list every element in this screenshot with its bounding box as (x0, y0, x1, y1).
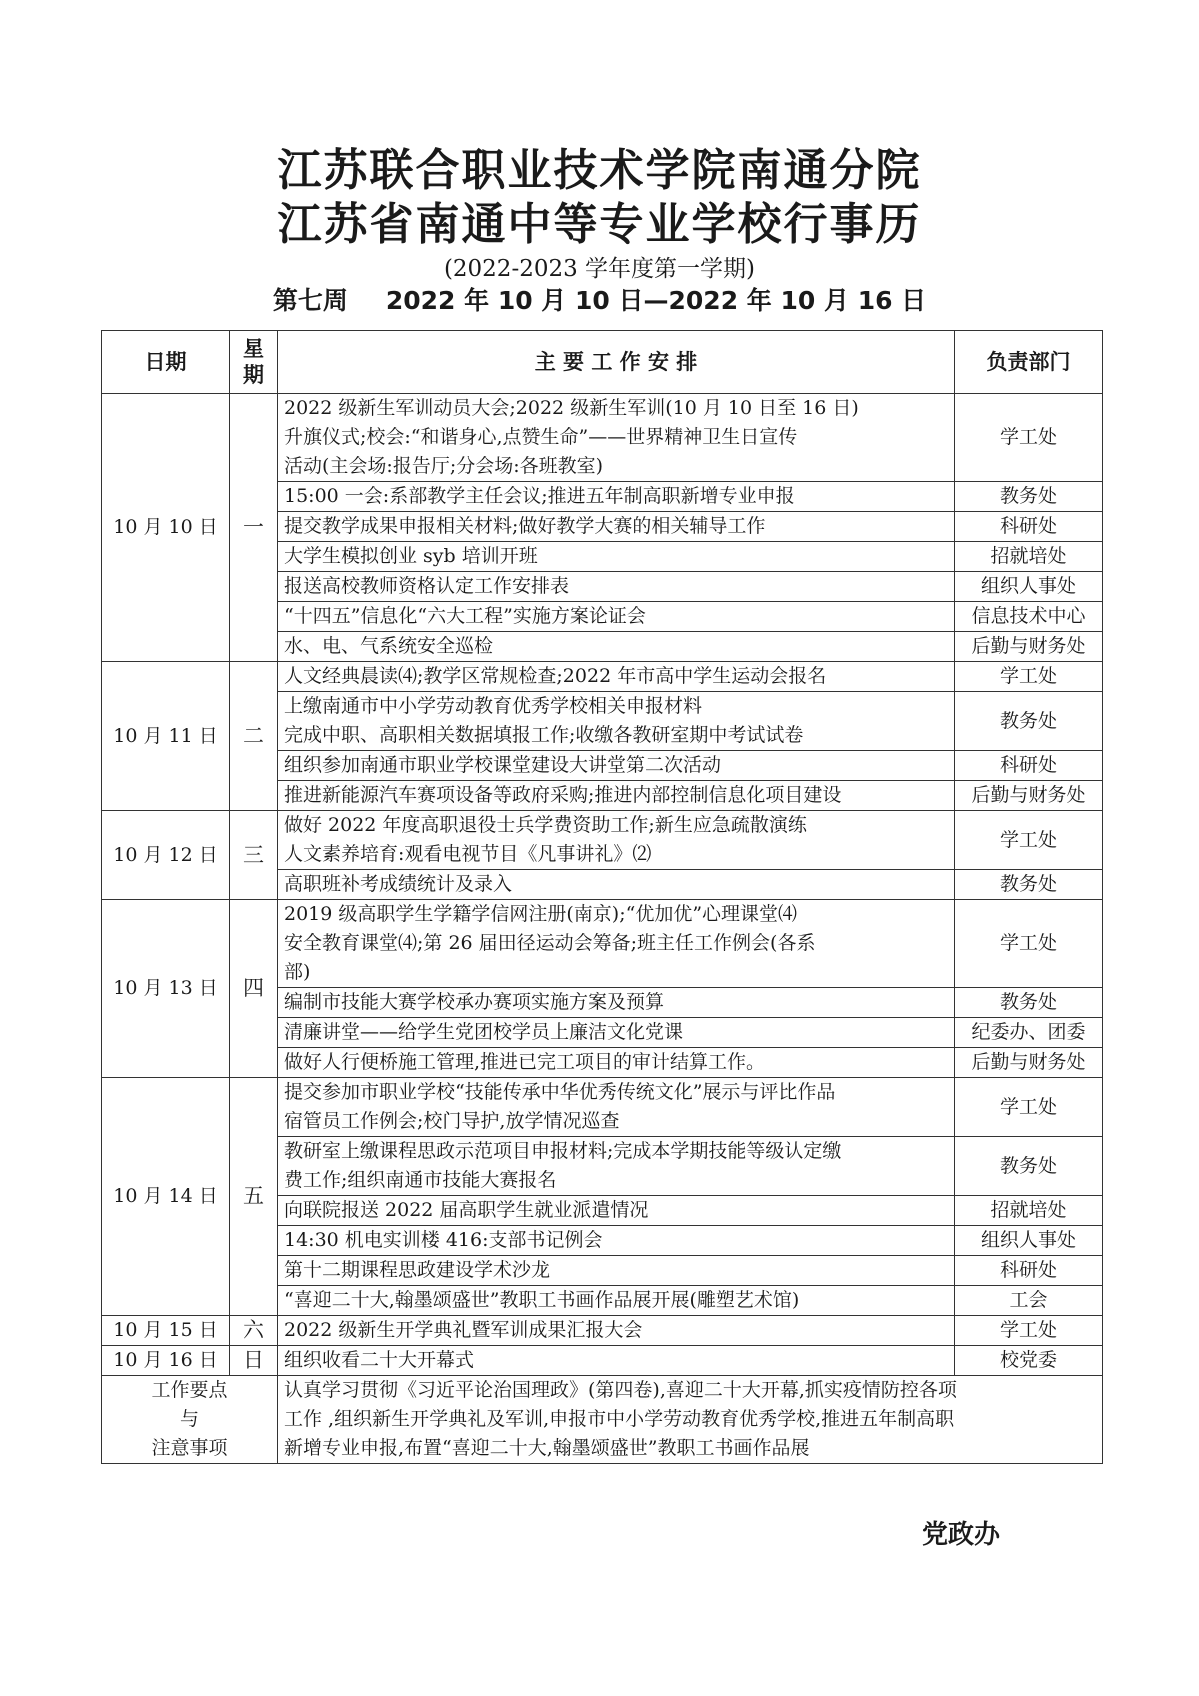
task-line: 部) (284, 961, 311, 983)
table-row (102, 662, 1103, 692)
department-cell: 教务处 (955, 870, 1103, 900)
department-cell: 组织人事处 (955, 572, 1103, 602)
header-weekday-char: 星 (243, 337, 264, 361)
document-title-line-1: 江苏联合职业技术学院南通分院 (277, 145, 922, 196)
task-line: “十四五”信息化“六大工程”实施方案论证会 (284, 605, 646, 627)
task-line: 2019 级高职学生学籍学信网注册(南京);“优加优”心理课堂⑷ (284, 903, 798, 925)
day-date: 10 月 13 日 (102, 900, 230, 1078)
notes-label-line: 与 (179, 1408, 199, 1430)
task-cell (278, 542, 955, 572)
day-weekday: 一 (230, 394, 278, 662)
department-cell: 学工处 (955, 394, 1103, 482)
task-line: 2022 级新生军训动员大会;2022 级新生军训(10 月 10 日至 16 日) (284, 397, 859, 419)
header-work: 主 要 工 作 安 排 (278, 331, 955, 394)
task-line: 2022 级新生开学典礼暨军训成果汇报大会 (284, 1319, 643, 1341)
notes-text-line: 认真学习贯彻《习近平论治国理政》(第四卷),喜迎二十大开幕,抓实疫情防控各项 (284, 1379, 957, 1401)
department-cell: 科研处 (955, 1256, 1103, 1286)
day-date: 10 月 12 日 (102, 811, 230, 900)
task-cell (278, 394, 955, 482)
task-line: 提交参加市职业学校“技能传承中华优秀传统文化”展示与评比作品 (284, 1081, 836, 1103)
task-line: 高职班补考成绩统计及录入 (284, 873, 513, 895)
week-heading (0, 285, 1199, 317)
task-line: 组织参加南通市职业学校课堂建设大讲堂第二次活动 (284, 754, 722, 776)
department-cell: 纪委办、团委 (955, 1018, 1103, 1048)
table-row (102, 1346, 1103, 1376)
department-cell: 后勤与财务处 (955, 781, 1103, 811)
task-cell (278, 632, 955, 662)
task-cell (278, 988, 955, 1018)
task-line: 清廉讲堂——给学生党团校学员上廉洁文化党课 (284, 1021, 684, 1043)
header-dept: 负责部门 (955, 331, 1103, 394)
task-line: 安全教育课堂⑷;第 26 届田径运动会筹备;班主任工作例会(各系 (284, 932, 816, 954)
task-line: 15:00 一会:系部教学主任会议;推进五年制高职新增专业申报 (284, 485, 795, 507)
week-date-range: 2022 年 10 月 10 日—2022 年 10 月 16 日 (385, 286, 927, 315)
header-date: 日期 (102, 331, 230, 394)
task-cell (278, 1226, 955, 1256)
table-row (102, 811, 1103, 870)
task-line: 推进新能源汽车赛项设备等政府采购;推进内部控制信息化项目建设 (284, 784, 842, 806)
department-cell: 学工处 (955, 1078, 1103, 1137)
task-line: 编制市技能大赛学校承办赛项实施方案及预算 (284, 991, 665, 1013)
task-cell (278, 692, 955, 751)
task-line: 升旗仪式;校会:“和谐身心,点赞生命”——世界精神卫生日宣传 (284, 426, 798, 448)
task-line: 完成中职、高职相关数据填报工作;收缴各教研室期中考试试卷 (284, 724, 804, 746)
table-row (102, 394, 1103, 482)
department-cell: 教务处 (955, 988, 1103, 1018)
task-line: 人文经典晨读⑷;教学区常规检查;2022 年市高中学生运动会报名 (284, 665, 827, 687)
task-line: 向联院报送 2022 届高职学生就业派遣情况 (284, 1199, 649, 1221)
day-weekday: 五 (230, 1078, 278, 1316)
department-cell: 教务处 (955, 692, 1103, 751)
day-weekday: 日 (230, 1346, 278, 1376)
department-cell: 工会 (955, 1286, 1103, 1316)
task-cell (278, 900, 955, 988)
department-cell: 组织人事处 (955, 1226, 1103, 1256)
department-cell: 学工处 (955, 900, 1103, 988)
task-line: “喜迎二十大,翰墨颂盛世”教职工书画作品展开展(雕塑艺术馆) (284, 1289, 800, 1311)
day-date: 10 月 16 日 (102, 1346, 230, 1376)
task-line: 教研室上缴课程思政示范项目申报材料;完成本学期技能等级认定缴 (284, 1140, 842, 1162)
notes-text-line: 工作 ,组织新生开学典礼及军训,申报市中小学劳动教育优秀学校,推进五年制高职 (284, 1408, 955, 1430)
task-cell (278, 482, 955, 512)
task-cell (278, 1048, 955, 1078)
task-cell (278, 1256, 955, 1286)
task-cell (278, 1346, 955, 1376)
department-cell: 校党委 (955, 1346, 1103, 1376)
task-cell (278, 1286, 955, 1316)
department-cell: 教务处 (955, 1137, 1103, 1196)
department-cell: 招就培处 (955, 1196, 1103, 1226)
task-line: 人文素养培育:观看电视节目《凡事讲礼》⑵ (284, 843, 652, 865)
department-cell: 后勤与财务处 (955, 1048, 1103, 1078)
department-cell: 信息技术中心 (955, 602, 1103, 632)
task-cell (278, 1137, 955, 1196)
header-weekday-char: 期 (243, 363, 264, 387)
task-cell (278, 602, 955, 632)
day-weekday: 六 (230, 1316, 278, 1346)
task-line: 费工作;组织南通市技能大赛报名 (284, 1169, 557, 1191)
semester-subtitle: (2022-2023 学年度第一学期) (443, 256, 756, 282)
task-line: 做好人行便桥施工管理,推进已完工项目的审计结算工作。 (284, 1051, 766, 1073)
task-cell (278, 870, 955, 900)
task-line: 报送高校教师资格认定工作安排表 (284, 575, 570, 597)
task-line: 14:30 机电实训楼 416:支部书记例会 (284, 1229, 603, 1251)
office-signature: 党政办 (922, 1520, 1001, 1550)
task-cell (278, 1316, 955, 1346)
task-line: 第十二期课程思政建设学术沙龙 (284, 1259, 551, 1281)
task-line: 水、电、气系统安全巡检 (284, 635, 494, 657)
table-row (102, 1316, 1103, 1346)
department-cell: 科研处 (955, 751, 1103, 781)
day-date: 10 月 14 日 (102, 1078, 230, 1316)
schedule-table (101, 330, 1103, 1464)
task-cell (278, 1196, 955, 1226)
task-cell (278, 512, 955, 542)
task-line: 大学生模拟创业 syb 培训开班 (284, 545, 538, 567)
task-line: 提交教学成果申报相关材料;做好教学大赛的相关辅导工作 (284, 515, 766, 537)
notes-label-line: 注意事项 (151, 1437, 228, 1459)
task-line: 组织收看二十大开幕式 (284, 1349, 475, 1371)
task-cell (278, 1018, 955, 1048)
task-line: 做好 2022 年度高职退役士兵学费资助工作;新生应急疏散演练 (284, 814, 807, 836)
notes-row (102, 1376, 1103, 1464)
department-cell: 学工处 (955, 1316, 1103, 1346)
department-cell: 教务处 (955, 482, 1103, 512)
table-row (102, 900, 1103, 988)
day-date: 10 月 10 日 (102, 394, 230, 662)
document-title-line-2: 江苏省南通中等专业学校行事历 (277, 199, 922, 250)
notes-text-line: 新增专业申报,布置“喜迎二十大,翰墨颂盛世”教职工书画作品展 (284, 1437, 810, 1459)
department-cell: 招就培处 (955, 542, 1103, 572)
department-cell: 科研处 (955, 512, 1103, 542)
task-cell (278, 662, 955, 692)
task-line: 上缴南通市中小学劳动教育优秀学校相关申报材料 (284, 695, 703, 717)
department-cell: 学工处 (955, 662, 1103, 692)
task-cell (278, 811, 955, 870)
notes-label (102, 1376, 278, 1464)
schedule-header-row (102, 331, 1103, 394)
task-line: 活动(主会场:报告厅;分会场:各班教室) (284, 455, 604, 477)
department-cell: 学工处 (955, 811, 1103, 870)
header-weekday (230, 331, 278, 394)
day-date: 10 月 11 日 (102, 662, 230, 811)
task-cell (278, 781, 955, 811)
header-weekday-text (236, 336, 271, 388)
task-cell (278, 751, 955, 781)
table-row (102, 1078, 1103, 1137)
day-date: 10 月 15 日 (102, 1316, 230, 1346)
week-label: 第七周 (272, 286, 348, 315)
notes-text (278, 1376, 1103, 1464)
task-cell (278, 1078, 955, 1137)
day-weekday: 二 (230, 662, 278, 811)
task-cell (278, 572, 955, 602)
day-weekday: 四 (230, 900, 278, 1078)
department-cell: 后勤与财务处 (955, 632, 1103, 662)
schedule-body (102, 394, 1103, 1464)
day-weekday: 三 (230, 811, 278, 900)
notes-label-line: 工作要点 (151, 1379, 228, 1401)
task-line: 宿管员工作例会;校门导护,放学情况巡查 (284, 1110, 620, 1132)
